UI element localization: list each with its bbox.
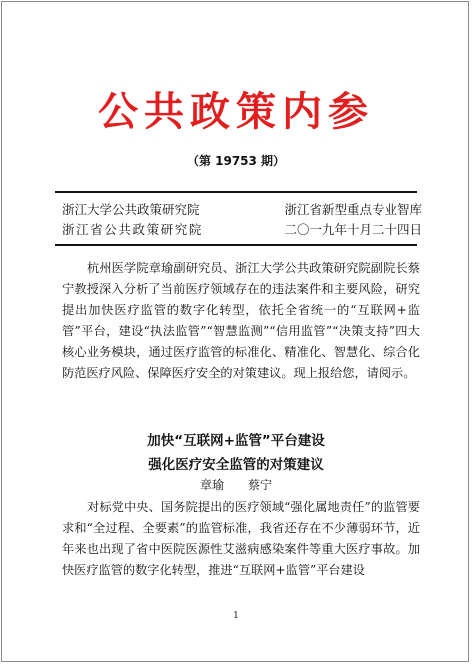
article-body: 对标党中央、国务院提出的医疗领域“强化属地责任”的监管要求和“全过程、全要素”的监管标准，我省还存在不少薄弱环节，近年来也出现了省中医院医源性艾滋病感染案件等重大医疗事故。加快医疗监管的数字化转型，推进“互联网+监管”平台建设 [62, 500, 420, 577]
article-title-line-1: 加快“互联网+监管”平台建设 [147, 433, 325, 449]
bottom-rule [55, 244, 417, 246]
page-number: 1 [233, 611, 239, 621]
summary-paragraph: 杭州医学院章瑜副研究员、浙江大学公共政策研究院副院长蔡宁教授深入分析了当前医疗领域存在的违法案件和主要风险，研究提出加快医疗监管的数字化转型，依托全省统一的“互联网+监管”平台，建设“执法监管”“智慧监测”“信用监管”“决策支持”四大核心业务模块，通过医疗监管的标准化、精准化、智慧化、综合化防范医疗风险、保障医疗安全的对策建议。现上报给您，请阅示。 [62, 261, 420, 380]
article-title-line-2: 强化医疗安全监管的对策建议 [148, 457, 324, 473]
publisher-right-1: 浙江省新型重点专业智库 [284, 202, 422, 217]
masthead-title: 公共政策内参 [98, 89, 374, 135]
article-authors: 章瑜 蔡宁 [199, 478, 272, 492]
publisher-left-1: 浙江大学公共政策研究院 [62, 202, 200, 217]
issue-number: （第 19753 期） [186, 154, 286, 168]
publisher-left-2: 浙江省公共政策研究院 [62, 222, 204, 237]
publication-date: 二〇一九年十月二十四日 [284, 222, 422, 237]
top-rule [55, 191, 417, 193]
